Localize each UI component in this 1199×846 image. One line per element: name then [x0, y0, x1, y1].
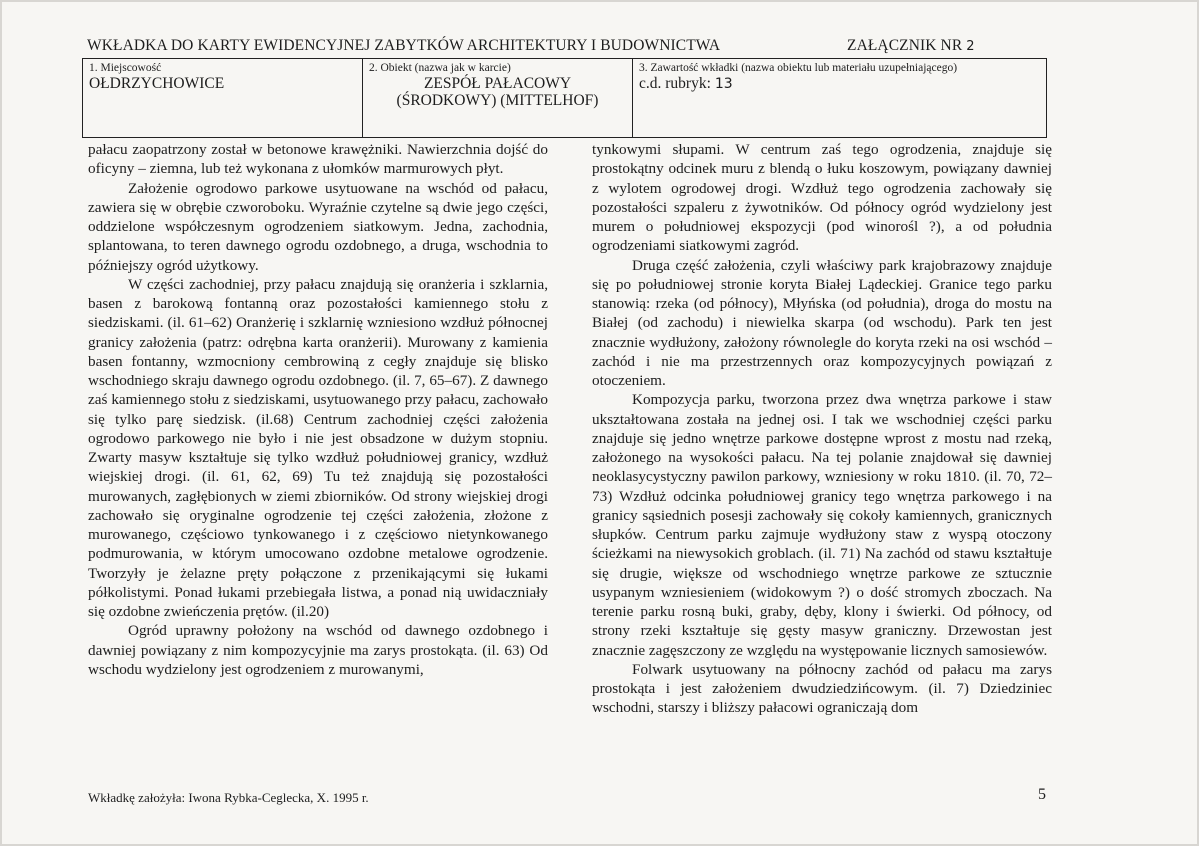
content-label: 3. Zawartość wkładki (nazwa obiektu lub materiału uzupełniającego) — [639, 62, 958, 74]
document-title: WKŁADKA DO KARTY EWIDENCYJNEJ ZABYTKÓW ARCHITEKTURY I BUDOWNICTWA — [87, 37, 721, 54]
annex-label — [847, 37, 975, 55]
paragraph: Ogród uprawny położony na wschód od dawnego ozdobnego i dawniej powiązany z nim kompozycyjnie ma zarys prostokąta. (il. 63) Od wschodu wydzielony jest ogrodzeniem z murowanymi, — [88, 622, 548, 678]
content-value-text: c.d. rubryk: — [639, 75, 711, 92]
content-value — [639, 75, 1040, 93]
annex-number: 2 — [966, 39, 975, 54]
author-note: Wkładkę założyła: Iwona Rybka-Ceglecka, X. 1995 r. — [88, 790, 369, 805]
right-text-column — [592, 140, 1052, 718]
content-cell — [633, 59, 1047, 138]
page-number: 5 — [1038, 786, 1046, 803]
object-cell — [363, 59, 633, 138]
object-value-line1: ZESPÓŁ PAŁACOWY — [423, 75, 572, 92]
left-text-column — [88, 140, 548, 679]
paragraph: Założenie ogrodowo parkowe usytuowane na wschód od pałacu, zawiera się w obrębie czworoboku. Wyraźnie czytelne są dwie jego części, oddzielone współczesnym ogrodzeniem siatkowym. Jedna, zachodnia, splantowana, to teren dawnego ogrodu ozdobnego, a druga, wschodnia to późniejszy ogród użytkowy. — [88, 179, 548, 274]
paragraph: tynkowymi słupami. W centrum zaś tego ogrodzenia, znajduje się prostokątny odcinek muru z blendą o łuku koszowym, powiązany dawniej z wylotem ogrodowej drogi. Wzdłuż tego ogrodzenia zachowały się pozostałości szpaleru z żywotników. Od północy ogród wydzielony jest murem o południowej ekspozycji (pod winorośl ?), a od południa ogrodzeniami siatkowymi zagród. — [592, 141, 1052, 255]
location-value: OŁDRZYCHOWICE — [89, 75, 225, 92]
paragraph: pałacu zaopatrzony został w betonowe krawężniki. Nawierzchnia dojść do oficyny – ziemna, lub też wykonana z ułomków marmurowych płyt. — [88, 141, 548, 178]
paragraph: W części zachodniej, przy pałacu znajdują się oranżeria i szklarnia, basen z barokową fontanną oraz pozostałości kamiennego stołu z siedziskami. (il. 61–62) Oranżerię i szklarnię wzniesiono wzdłuż północnej granicy założenia (patrz: odrębna karta oranżerii). Murowany z kamienia basen fontanny, wzmocniony cembrowiną z cegły znajduje się blisko wschodniego skraju dawnego ogrodu ozdobnego. (il. 7, 65–67). Z dawnego zaś kamiennego stołu z siedziskami, usytuowanego przy pałacu, zachowało się tylko parę siedzisk. (il.68) Centrum zachodniej części założenia ogrodowo parkowego nie było i nie jest obsadzone w dużym stopniu. Zwarty masyw kształtuje się tylko wzdłuż południowej granicy, wzdłuż wiejskiej drogi. (il. 61, 62, 69) Tu też znajdują się pozostałości murowanych, zagłębionych w ziemi zbiorników. Od strony wiejskiej drogi zachowało się oryginalne ogrodzenie tej części założenia, złożone z murowanego, częściowo tynkowanego i z częściowo nietynkowanego podmurowania, w którym umocowano ozdobne metalowe ogrodzenie. Tworzyły je żelazne pręty połączone z przenikającymi się łukami półkolistymi. Ponad łukami przebiegała listwa, a ponad nią uwidaczniały się ozdobne zwieńczenia prętów. (il.20) — [88, 275, 548, 620]
paragraph: Kompozycja parku, tworzona przez dwa wnętrza parkowe i staw ukształtowana została na jednej osi. I tak we wschodniej części parku znajduje się jedno wnętrze parkowe dostępne wprost z mostu nad rzeką, założonego na wysokości pałacu. Na tej polanie znajdował się dawniej neoklasycystyczny pawilon parkowy, wzniesiony w roku 1810. (il. 70, 72–73) Wzdłuż odcinka południowej granicy tego wnętrza parkowego i na granicy sąsiednich posesji zachowały się cokoły kamiennych, granicznych słupków. Centrum parku zajmuje wydłużony staw z wyspą otoczony ścieżkami na niewysokich groblach. (il. 71) Na zachód od stawu kształtuje się drugie, większe od wschodniego wnętrze parkowe ze sztucznie usypanym wzniesieniem (widokowym ?) o dość stromych zboczach. Na terenie parku rosną buki, graby, dęby, klony i świerki. Od północy, od strony rzeki kształtuje się gęsty masyw graniczny. Drzewostan jest znacznie zagęszczony ze względu na występowanie licznych samosiewów. — [592, 391, 1052, 659]
location-label: 1. Miejscowość — [89, 62, 162, 74]
location-cell — [83, 59, 363, 138]
object-label: 2. Obiekt (nazwa jak w karcie) — [369, 62, 511, 74]
object-value-line2: (ŚRODKOWY) (MITTELHOF) — [396, 92, 599, 109]
metadata-table — [82, 58, 1047, 138]
annex-label-text: ZAŁĄCZNIK NR — [847, 37, 963, 54]
paragraph: Folwark usytuowany na północny zachód od pałacu ma zarys prostokąta i jest założeniem dwudziedzińcowym. (il. 7) Dziedziniec wschodni, starszy i bliższy pałacowi ograniczają dom — [592, 660, 1052, 717]
content-value-handwritten: 13 — [714, 76, 733, 92]
paragraph: Druga część założenia, czyli właściwy park krajobrazowy znajduje się po południowej stronie koryta Białej Lądeckiej. Granice tego parku stanowią: rzeka (od północy), Młyńska (od południa), droga do mostu na Białej (od zachodu) i niewielka skarpa (od wschodu). Park ten jest znacznie wydłużony, założony równolegle do koryta rzeki na osi wschód – zachód i nie ma przestrzennych oraz kompozycyjnych powiązań z otoczeniem. — [592, 256, 1052, 389]
